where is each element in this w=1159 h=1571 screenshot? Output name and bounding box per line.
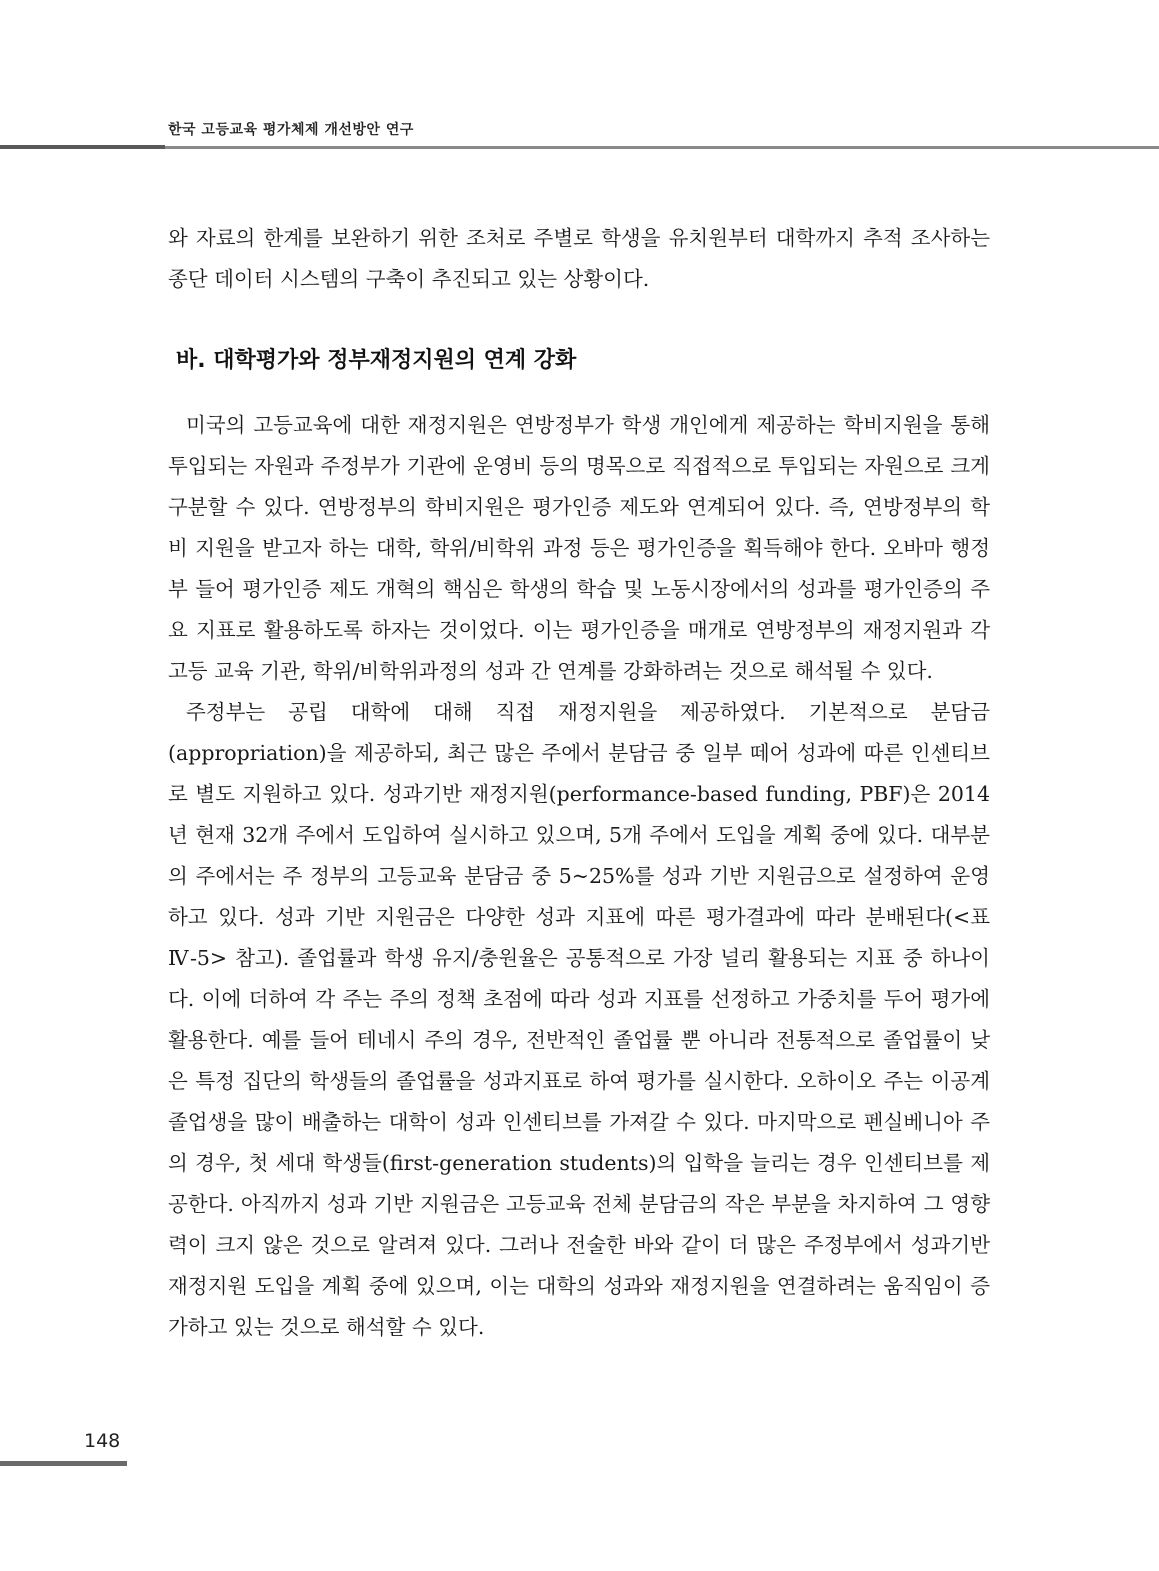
continuation-paragraph: 와 자료의 한계를 보완하기 위한 조처로 주별로 학생을 유치원부터 대학까지 추적 조사하는 종단 데이터 시스템의 구축이 추진되고 있는 상황이다. [168,226,990,291]
header-rule-accent [0,145,165,149]
running-header-title: 한국 고등교육 평가체제 개선방안 연구 [168,122,414,138]
continuation-block [168,218,990,300]
paragraph-state-funding: 주정부는 공립 대학에 대해 직접 재정지원을 제공하였다. 기본적으로 분담금(appropriation)을 제공하되, 최근 많은 주에서 분담금 중 일부 떼어 성과에 따른 인센티브로 별도 지원하고 있다. 성과기반 재정지원(performance-based funding, PBF)은 2014년 현재 32개 주에서 도입하여 실시하고 있으며, 5개 주에서 도입을 계획 중에 있다. 대부분의 주에서는 주 정부의 고등교육 분담금 중 5~25%를 성과 기반 지원금으로 설정하여 운영하고 있다. 성과 기반 지원금은 다양한 성과 지표에 따른 평가결과에 따라 분배된다(<표 Ⅳ-5> 참고). 졸업률과 학생 유지/충원율은 공통적으로 가장 널리 활용되는 지표 중 하나이다. 이에 더하여 각 주는 주의 정책 초점에 따라 성과 지표를 선정하고 가중치를 두어 평가에 활용한다. 예를 들어 테네시 주의 경우, 전반적인 졸업률 뿐 아니라 전통적으로 졸업률이 낮은 특정 집단의 학생들의 졸업률을 성과지표로 하여 평가를 실시한다. 오하이오 주는 이공계 졸업생을 많이 배출하는 대학이 성과 인센티브를 가져갈 수 있다. 마지막으로 펜실베니아 주의 경우, 첫 세대 학생들(first-generation students)의 입학을 늘리는 경우 인센티브를 제공한다. 아직까지 성과 기반 지원금은 고등교육 전체 분담금의 작은 부분을 차지하여 그 영향력이 크지 않은 것으로 알려져 있다. 그러나 전술한 바와 같이 더 많은 주정부에서 성과기반 재정지원 도입을 계획 중에 있으며, 이는 대학의 성과와 재정지원을 연결하려는 움직임이 증가하고 있는 것으로 해석할 수 있다. [168,700,990,1339]
paragraph-federal-aid: 미국의 고등교육에 대한 재정지원은 연방정부가 학생 개인에게 제공하는 학비지원을 통해 투입되는 자원과 주정부가 기관에 운영비 등의 명목으로 직접적으로 투입되는 자원으로 크게 구분할 수 있다. 연방정부의 학비지원은 평가인증 제도와 연계되어 있다. 즉, 연방정부의 학비 지원을 받고자 하는 대학, 학위/비학위 과정 등은 평가인증을 획득해야 한다. 오바마 행정부 들어 평가인증 제도 개혁의 핵심은 학생의 학습 및 노동시장에서의 성과를 평가인증의 주요 지표로 활용하도록 하자는 것이었다. 이는 평가인증을 매개로 연방정부의 재정지원과 각 고등 교육 기관, 학위/비학위과정의 성과 간 연계를 강화하려는 것으로 해석될 수 있다. [168,413,990,683]
footer-rule [0,1461,127,1466]
header-rule [0,146,1159,149]
body-text [168,405,990,1348]
section-heading: 바. 대학평가와 정부재정지원의 연계 강화 [176,348,577,373]
page-number: 148 [84,1430,121,1452]
